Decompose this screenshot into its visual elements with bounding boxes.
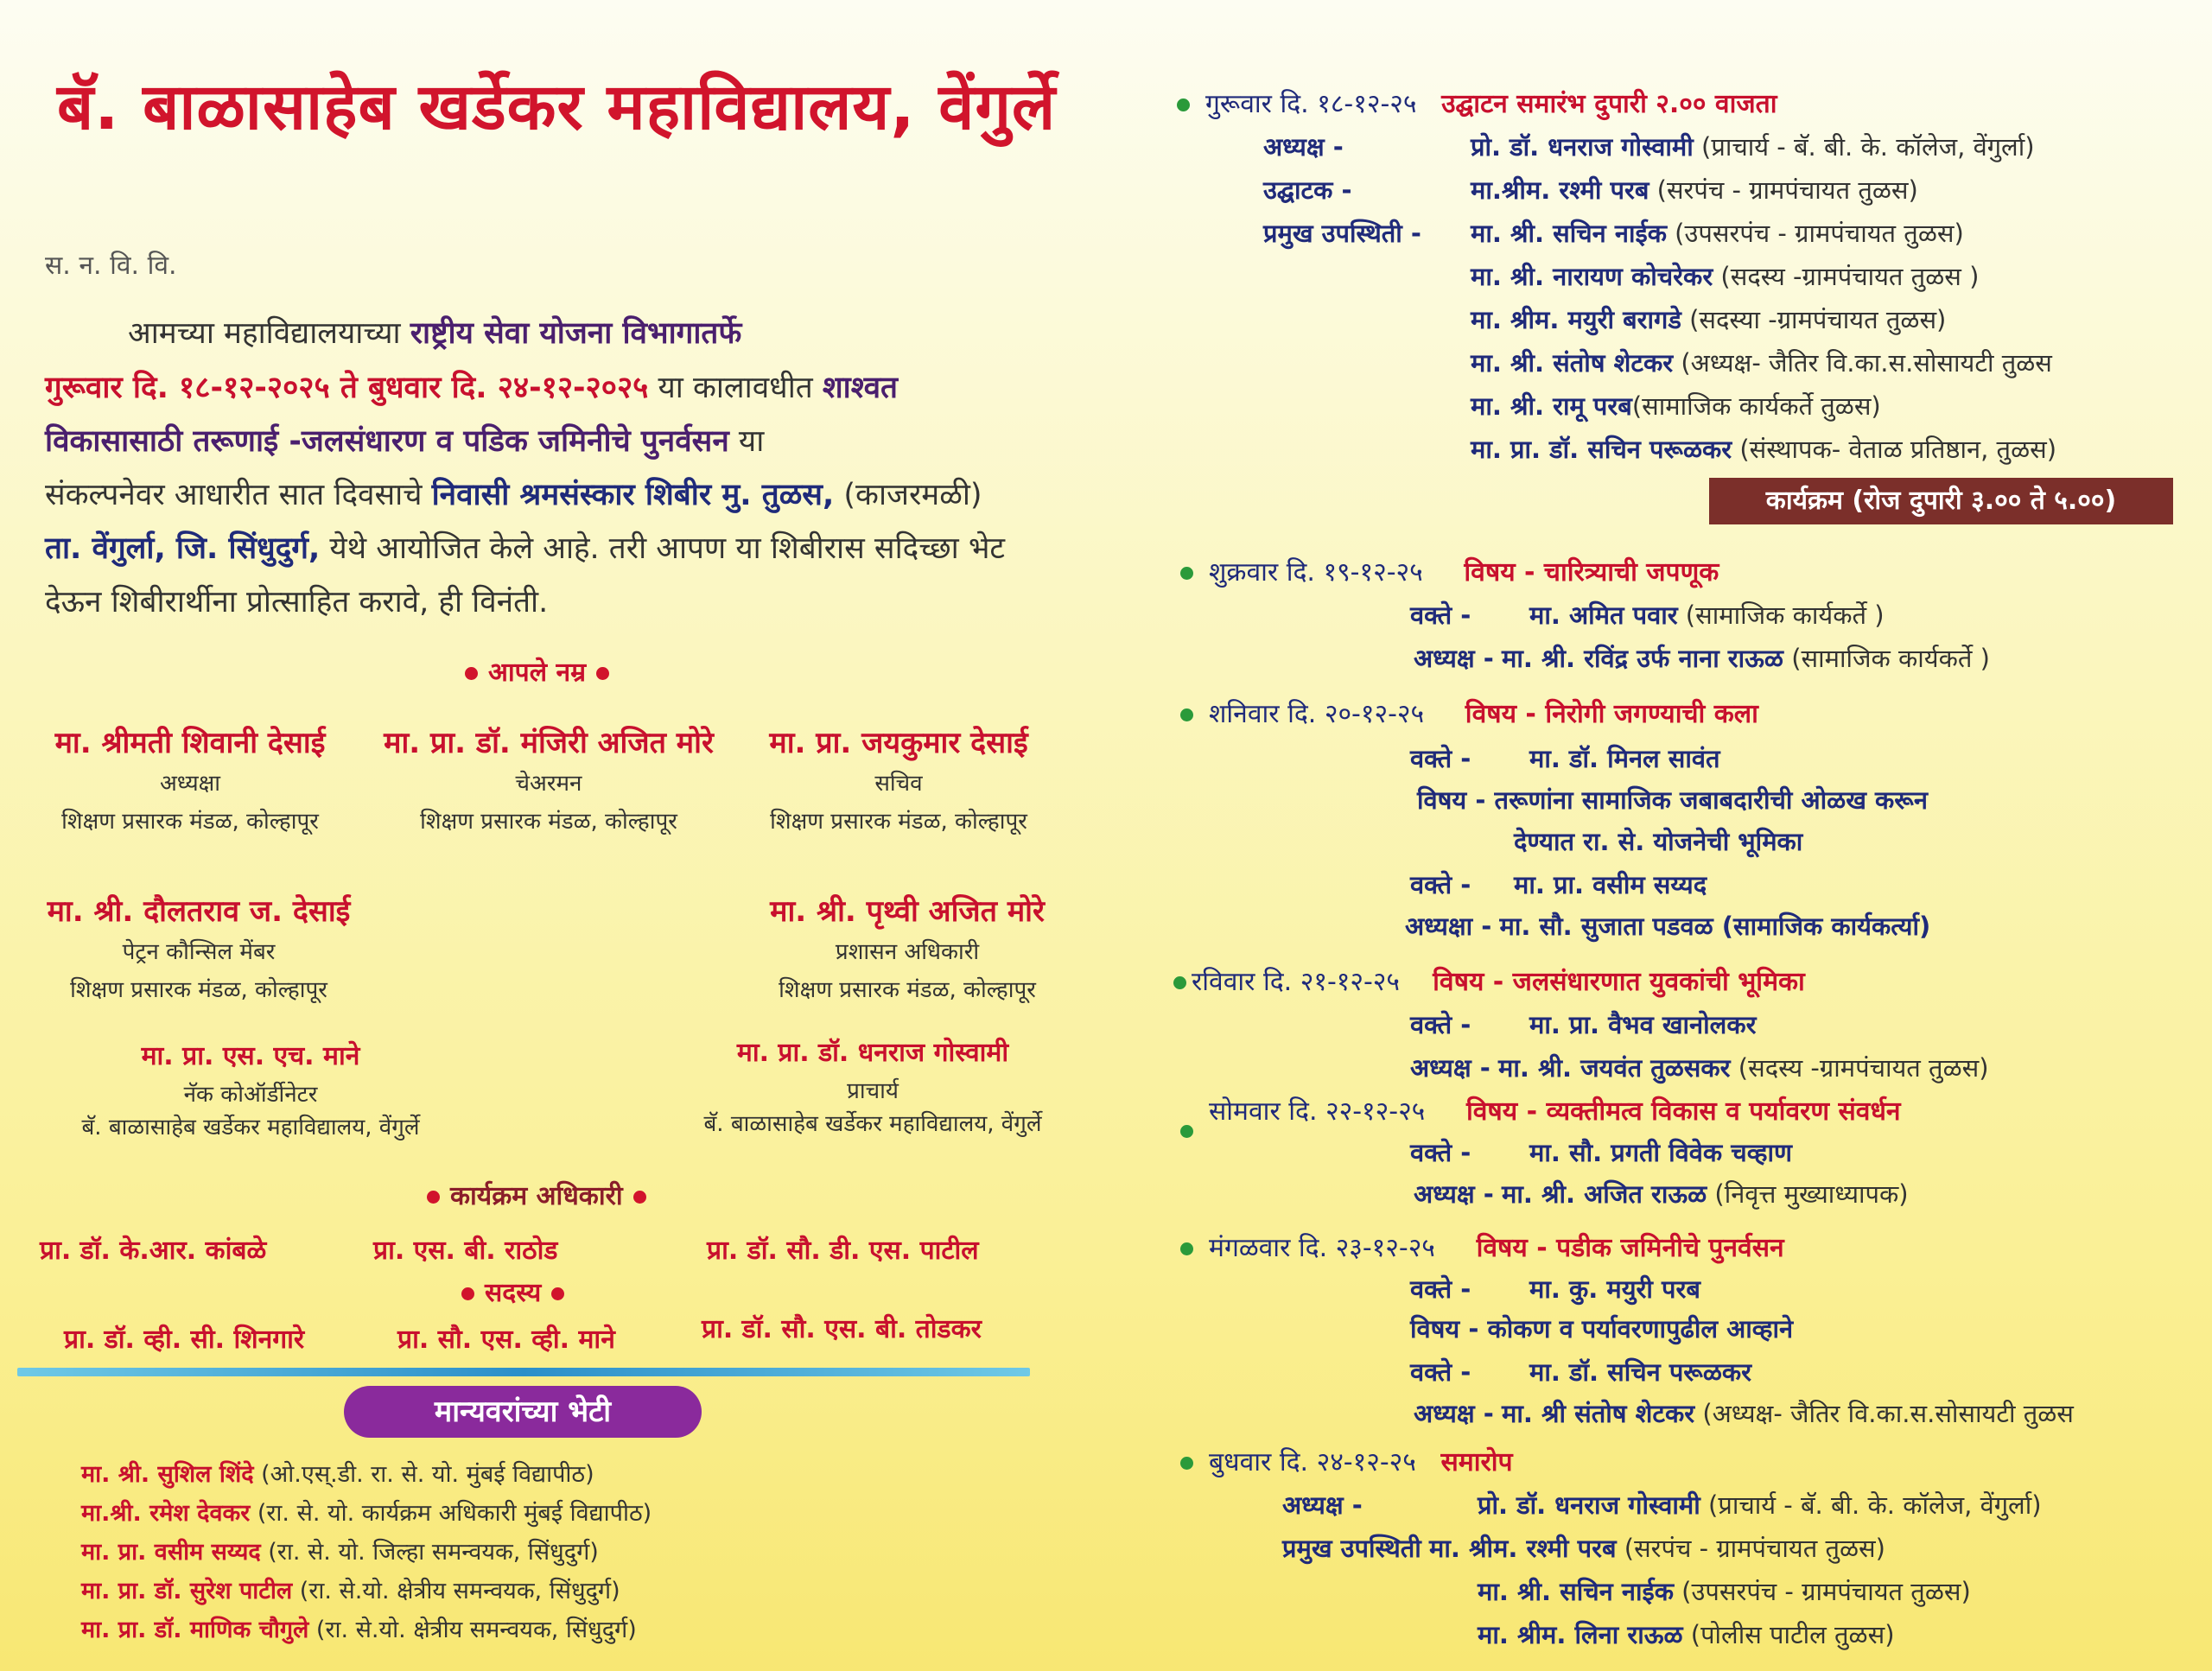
subtopic-label: देण्यात रा. से. योजनेची भूमिका	[1514, 827, 1803, 856]
schedule-row	[1478, 1488, 2042, 1522]
yours-heading	[454, 653, 620, 689]
member-name: प्रा. सौ. एस. व्ही. माने	[397, 1325, 615, 1355]
schedule-row	[1514, 867, 1707, 901]
intro-line-3	[45, 415, 764, 468]
signatory-designation: प्राचार्य	[847, 1078, 899, 1104]
programme-time-badge: कार्यक्रम (रोज दुपारी ३.०० ते ५.००)	[1709, 478, 2173, 524]
intro-line-5	[45, 522, 1005, 575]
signatory	[26, 721, 354, 836]
schedule-row	[1410, 867, 1471, 901]
day-label: शुक्रवार दि. १९-१२-२५	[1209, 557, 1423, 588]
day-heading	[1180, 695, 1758, 730]
signatory-org: शिक्षण प्रसारक मंडळ, कोल्हापूर	[70, 977, 327, 1003]
topic-label: विषय - निरोगी जगण्याची कला	[1465, 699, 1758, 729]
visitor-name: मा.श्री. रमेश देवकर	[81, 1500, 251, 1527]
row-name: प्रो. डॉ. धनराज गोस्वामी	[1478, 1490, 1700, 1520]
row-name: मा. सौ. प्रगती विवेक चव्हाण	[1529, 1138, 1792, 1167]
signatory-designation: नॅक कोऑर्डीनेटर	[183, 1082, 318, 1108]
schedule-row	[1410, 741, 1471, 775]
member-name: प्रा. डॉ. सौ. एस. बी. तोडकर	[702, 1314, 982, 1344]
day-heading	[1180, 553, 1719, 588]
row-detail: (सामाजिक कार्यकर्ते )	[1677, 600, 1885, 630]
schedule-row	[1529, 1007, 1756, 1041]
signatory-org: बॅ. बाळासाहेब खर्डेकर महाविद्यालय, वेंगुर्ले	[81, 1115, 420, 1140]
day-label: बुधवार दि. २४-१२-२५	[1209, 1447, 1416, 1477]
row-name: प्रो. डॉ. धनराज गोस्वामी	[1471, 132, 1694, 162]
row-name: मा. श्री. सचिन नाईक	[1478, 1577, 1674, 1606]
signatory-org: बॅ. बाळासाहेब खर्डेकर महाविद्यालय, वेंगुर्ले	[703, 1111, 1042, 1137]
topic-label: विषय - व्यक्तीमत्व विकास व पर्यावरण संवर्धन	[1465, 1096, 1901, 1127]
row-role: अध्यक्ष -	[1414, 1179, 1494, 1209]
row-detail: (प्राचार्य - बॅ. बी. के. कॉलेज, वेंगुर्ला)	[1700, 1490, 2042, 1520]
row-detail: (निवृत्त मुख्याध्यापक)	[1707, 1179, 1909, 1209]
schedule-row	[1414, 641, 1990, 675]
signatory-org: शिक्षण प्रसारक मंडळ, कोल्हापूर	[420, 809, 677, 835]
schedule-row	[1471, 216, 1964, 250]
row-detail: (अध्यक्ष- जैतिर वि.का.स.सोसायटी तुळस	[1694, 1399, 2074, 1428]
intro-line-2	[45, 361, 898, 415]
row-name: मा. श्री. संतोष शेटकर	[1471, 348, 1674, 378]
schedule-row	[1410, 1355, 1471, 1388]
schedule-row	[1263, 216, 1421, 250]
visitor-role: (रा. से. यो. जिल्हा समन्वयक, सिंधुदुर्ग)	[260, 1539, 599, 1566]
visitor-role: (ओ.एस्.डी. रा. से. यो. मुंबई विद्यापीठ)	[253, 1461, 594, 1488]
schedule-row	[1471, 173, 1918, 206]
visitor-name: मा. प्रा. डॉ. सुरेश पाटील	[81, 1578, 293, 1604]
intro-highlight: शाश्वत	[822, 371, 898, 405]
row-role: वक्ते -	[1410, 600, 1471, 630]
signatory-name: मा. प्रा. डॉ. धनराज गोस्वामी	[736, 1038, 1009, 1068]
yours-label: आपले नम्र	[488, 658, 587, 688]
row-detail: (सामाजिक कार्यकर्ते )	[1783, 644, 1990, 673]
row-name: मा. सौ. सुजाता पडवळ (सामाजिक कार्यकर्त्या)	[1499, 912, 1931, 941]
officer-name: प्रा. एस. बी. राठोड	[373, 1236, 558, 1266]
schedule-row	[1410, 1272, 1471, 1306]
row-detail: (सदस्या -ग्रामपंचायत तुळस)	[1681, 305, 1947, 334]
officer-name: प्रा. डॉ. सौ. डी. एस. पाटील	[707, 1236, 979, 1266]
row-name: मा.श्रीम. रश्मी परब	[1471, 175, 1649, 205]
schedule-row	[1417, 783, 1928, 816]
schedule-row	[1414, 1396, 2074, 1430]
row-name: मा. श्री संतोष शेटकर	[1502, 1399, 1695, 1428]
intro-text: (काजरमळी)	[834, 478, 982, 512]
camp-venue: निवासी श्रमसंस्कार शिबीर मु. तुळस,	[431, 478, 835, 512]
salutation: स. न. वि. वि.	[45, 251, 177, 281]
row-detail: (उपसरपंच - ग्रामपंचायत तुळस)	[1666, 219, 1964, 248]
row-detail: (प्राचार्य - बॅ. बी. के. कॉलेज, वेंगुर्ला)	[1693, 132, 2035, 162]
schedule-row	[1514, 824, 1802, 858]
signatory-name: मा. प्रा. एस. एच. माने	[141, 1041, 360, 1071]
row-detail: (सदस्य -ग्रामपंचायत तुळस )	[1713, 262, 1980, 291]
topic-label: विषय - पडीक जमिनीचे पुनर्वसन	[1476, 1233, 1784, 1263]
intro-text: येथे आयोजित केले आहे. तरी आपण या शिबीरास सदिच्छा भेट	[320, 531, 1006, 566]
day-label: सोमवार दि. २२-१२-२५	[1209, 1096, 1426, 1127]
row-detail: (उपसरपंच - ग्रामपंचायत तुळस)	[1673, 1577, 1971, 1606]
day-label: रविवार दि. २१-१२-२५	[1192, 967, 1400, 997]
signatory-name: मा. श्री. दौलतराव ज. देसाई	[47, 894, 351, 929]
row-role: अध्यक्ष -	[1263, 132, 1344, 162]
day-heading	[1180, 1092, 1901, 1128]
bullet-icon	[1180, 1457, 1193, 1470]
schedule-row	[1471, 389, 1881, 423]
signatory	[26, 890, 372, 1004]
row-name: मा. श्रीम. लिना राऊळ	[1478, 1620, 1683, 1649]
schedule-row	[1410, 1135, 1471, 1169]
bullet-icon	[551, 1287, 564, 1300]
visitor-name: मा. प्रा. डॉ. माणिक चौगुले	[81, 1617, 309, 1643]
row-name: मा. डॉ. सचिन परूळकर	[1529, 1357, 1752, 1387]
visits-heading-badge: मान्यवरांच्या भेटी	[344, 1386, 702, 1438]
row-role: अध्यक्षा -	[1405, 912, 1492, 941]
signatory-name: मा. श्री. पृथ्वी अजित मोरे	[770, 894, 1045, 929]
schedule-row	[1529, 598, 1885, 632]
row-role: वक्ते -	[1410, 1274, 1471, 1304]
schedule-row	[1414, 1177, 1909, 1210]
signatory-org: शिक्षण प्रसारक मंडळ, कोल्हापूर	[61, 809, 319, 835]
schedule-row	[1529, 741, 1720, 775]
officers-label: कार्यक्रम अधिकारी	[450, 1181, 623, 1211]
intro-text: आमच्या महाविद्यालयाच्या	[128, 316, 410, 351]
event-label: समारोप	[1440, 1447, 1513, 1477]
signatory-designation: सचिव	[874, 771, 923, 797]
bullet-icon	[427, 1191, 440, 1204]
signatory-designation: चेअरमन	[515, 771, 582, 797]
intro-text: संकल्पनेवर आधारीत सात दिवसाचे	[45, 478, 432, 512]
schedule-row	[1529, 1135, 1792, 1169]
visit-item	[81, 1534, 599, 1566]
schedule-row	[1263, 173, 1352, 206]
bullet-icon	[1180, 567, 1193, 580]
row-detail: (सदस्य -ग्रामपंचायत तुळस)	[1730, 1053, 1989, 1083]
subtopic-label: विषय - कोकण व पर्यावरणापुढील आव्हाने	[1410, 1314, 1794, 1344]
signatory-org: शिक्षण प्रसारक मंडळ, कोल्हापूर	[779, 977, 1036, 1003]
row-name: मा. श्री. अजित राऊळ	[1502, 1179, 1707, 1209]
members-label: सदस्य	[485, 1278, 542, 1308]
row-name: मा. कु. मयुरी परब	[1529, 1274, 1700, 1304]
signatory-name: मा. प्रा. डॉ. मंजिरी अजित मोरे	[384, 726, 714, 760]
row-role: प्रमुख उपस्थिती	[1282, 1534, 1421, 1563]
signatory	[363, 721, 734, 836]
row-role: अध्यक्ष -	[1282, 1490, 1363, 1520]
schedule-row	[1282, 1531, 1885, 1565]
officer-name: प्रा. डॉ. के.आर. कांबळे	[40, 1236, 267, 1266]
schedule-row	[1282, 1488, 1363, 1522]
visit-item	[81, 1573, 620, 1605]
visitor-role: (रा. से.यो. क्षेत्रीय समन्वयक, सिंधुदुर्ग)	[308, 1617, 637, 1643]
day-label: मंगळवार दि. २३-१२-२५	[1209, 1233, 1435, 1263]
bullet-icon	[1180, 1242, 1193, 1255]
schedule-row	[1529, 1272, 1700, 1306]
row-name: मा. श्रीम. रश्मी परब	[1429, 1534, 1617, 1563]
subtopic-label: विषय - तरूणांना सामाजिक जबाबदारीची ओळख करून	[1417, 785, 1928, 815]
intro-line-6	[45, 575, 548, 629]
row-role: वक्ते -	[1410, 1010, 1471, 1039]
signatory	[743, 721, 1054, 836]
schedule-row	[1410, 1051, 1989, 1084]
day-heading	[1180, 1229, 1784, 1264]
day-label: शनिवार दि. २०-१२-२५	[1209, 699, 1425, 729]
member-name: प्रा. डॉ. व्ही. सी. शिनगारे	[64, 1325, 305, 1355]
row-role: उद्घाटक -	[1263, 175, 1352, 205]
members-heading	[451, 1274, 575, 1309]
row-role: अध्यक्ष -	[1410, 1053, 1491, 1083]
signatory-org: शिक्षण प्रसारक मंडळ, कोल्हापूर	[770, 809, 1027, 835]
bullet-icon	[596, 667, 609, 680]
row-name: मा. डॉ. मिनल सावंत	[1529, 744, 1720, 773]
schedule-row	[1410, 1312, 1793, 1345]
section-divider	[17, 1368, 1030, 1376]
visitor-role: (रा. से. यो. कार्यक्रम अधिकारी मुंबई विद्यापीठ)	[250, 1500, 652, 1527]
row-name: मा. श्री. रामू परब	[1471, 391, 1632, 421]
closing-heading	[1180, 1443, 1513, 1478]
schedule-row	[1471, 302, 1946, 336]
topic-label: विषय - जलसंधारणात युवकांची भूमिका	[1433, 967, 1805, 997]
schedule-row	[1478, 1574, 1971, 1608]
row-detail: (सरपंच - ग्रामपंचायत तुळस)	[1649, 175, 1918, 205]
schedule-row	[1471, 130, 2035, 163]
schedule-row	[1478, 1617, 1895, 1651]
visitor-name: मा. प्रा. वसीम सय्यद	[81, 1539, 261, 1566]
row-detail: (अध्यक्ष- जैतिर वि.का.स.सोसायटी तुळस	[1673, 348, 2052, 378]
event-label: उद्घाटन समारंभ दुपारी २.०० वाजता	[1441, 89, 1777, 119]
row-detail: (संस्थापक- वेताळ प्रतिष्ठान, तुळस)	[1732, 435, 2057, 464]
camp-theme: विकासासाठी तरूणाई -जलसंधारण व पडिक जमिनीचे पुनर्वसन	[45, 424, 729, 459]
row-name: मा. अमित पवार	[1529, 600, 1678, 630]
intro-line-4	[45, 468, 982, 522]
bullet-icon	[465, 667, 478, 680]
visitor-role: (रा. से.यो. क्षेत्रीय समन्वयक, सिंधुदुर्ग)	[292, 1578, 620, 1604]
row-name: मा. श्रीम. मयुरी बरागडे	[1471, 305, 1681, 334]
intro-text: या कालावधीत	[648, 371, 823, 405]
row-detail: (सामाजिक कार्यकर्ते तुळस)	[1631, 391, 1881, 421]
intro-text: देऊन शिबीरार्थीना प्रोत्साहित करावे, ही विनंती.	[45, 585, 549, 619]
visit-item	[81, 1496, 652, 1528]
visit-item	[81, 1612, 637, 1644]
bullet-icon	[1177, 98, 1190, 111]
college-title: बॅ. बाळासाहेब खर्डेकर महाविद्यालय, वेंगुर्ले	[57, 70, 1057, 144]
signatory-designation: प्रशासन अधिकारी	[835, 939, 980, 965]
row-name: मा. श्री. रविंद्र उर्फ नाना राऊळ	[1502, 644, 1783, 673]
visitor-name: मा. श्री. सुशिल शिंदे	[81, 1461, 254, 1488]
row-role: प्रमुख उपस्थिती -	[1263, 219, 1421, 248]
row-detail: (सरपंच - ग्रामपंचायत तुळस)	[1616, 1534, 1885, 1563]
row-name: मा. प्रा. वैभव खानोलकर	[1529, 1010, 1757, 1039]
row-role: अध्यक्ष -	[1414, 1399, 1494, 1428]
schedule-row	[1471, 259, 1979, 293]
row-role: वक्ते -	[1410, 744, 1471, 773]
signatory-designation: अध्यक्षा	[159, 771, 221, 797]
row-name: मा. श्री. सचिन नाईक	[1471, 219, 1667, 248]
intro-text: या	[728, 424, 765, 459]
row-detail: (पोलीस पाटील तुळस)	[1682, 1620, 1895, 1649]
signatory	[60, 1037, 441, 1141]
schedule-row	[1263, 130, 1344, 163]
schedule-row	[1410, 598, 1471, 632]
officers-heading	[416, 1177, 657, 1212]
signatory-name: मा. श्रीमती शिवानी देसाई	[54, 726, 326, 760]
schedule-row	[1471, 346, 2052, 379]
visit-item	[81, 1457, 594, 1489]
row-role: अध्यक्ष -	[1414, 644, 1494, 673]
day-heading	[1173, 963, 1805, 998]
intro-highlight: राष्ट्रीय सेवा योजना विभागातर्फे	[410, 316, 742, 351]
intro-line-1	[128, 307, 741, 360]
schedule-row	[1410, 1007, 1471, 1041]
row-role: वक्ते -	[1410, 1357, 1471, 1387]
row-name: मा. श्री. नारायण कोचरेकर	[1471, 262, 1713, 291]
row-role: वक्ते -	[1410, 1138, 1471, 1167]
signatory	[734, 890, 1080, 1004]
row-name: मा. प्रा. वसीम सय्यद	[1514, 870, 1707, 899]
signatory-designation: पेट्रन कौन्सिल मेंबर	[122, 939, 276, 965]
row-role: वक्ते -	[1410, 870, 1471, 899]
day-label: गुरूवार दि. १८-१२-२५	[1205, 89, 1417, 119]
topic-label: विषय - चारित्र्याची जपणूक	[1464, 557, 1719, 588]
inauguration-heading	[1177, 85, 1777, 120]
schedule-row	[1405, 909, 1930, 943]
bullet-icon	[1180, 708, 1193, 721]
bullet-icon	[1173, 976, 1186, 989]
camp-district: ता. वेंगुर्ला, जि. सिंधुदुर्ग,	[45, 531, 321, 566]
signatory-name: मा. प्रा. जयकुमार देसाई	[769, 726, 1028, 760]
bullet-icon	[461, 1287, 474, 1300]
row-name: मा. प्रा. डॉ. सचिन परूळकर	[1471, 435, 1732, 464]
row-name: मा. श्री. जयवंत तुळसकर	[1498, 1053, 1731, 1083]
camp-dates: गुरूवार दि. १८-१२-२०२५ ते बुधवार दि. २४-१२-२०२५	[45, 371, 649, 405]
signatory	[683, 1033, 1063, 1138]
schedule-row	[1529, 1355, 1751, 1388]
schedule-row	[1471, 432, 2056, 466]
bullet-icon	[633, 1191, 646, 1204]
bullet-icon	[1180, 1125, 1193, 1138]
